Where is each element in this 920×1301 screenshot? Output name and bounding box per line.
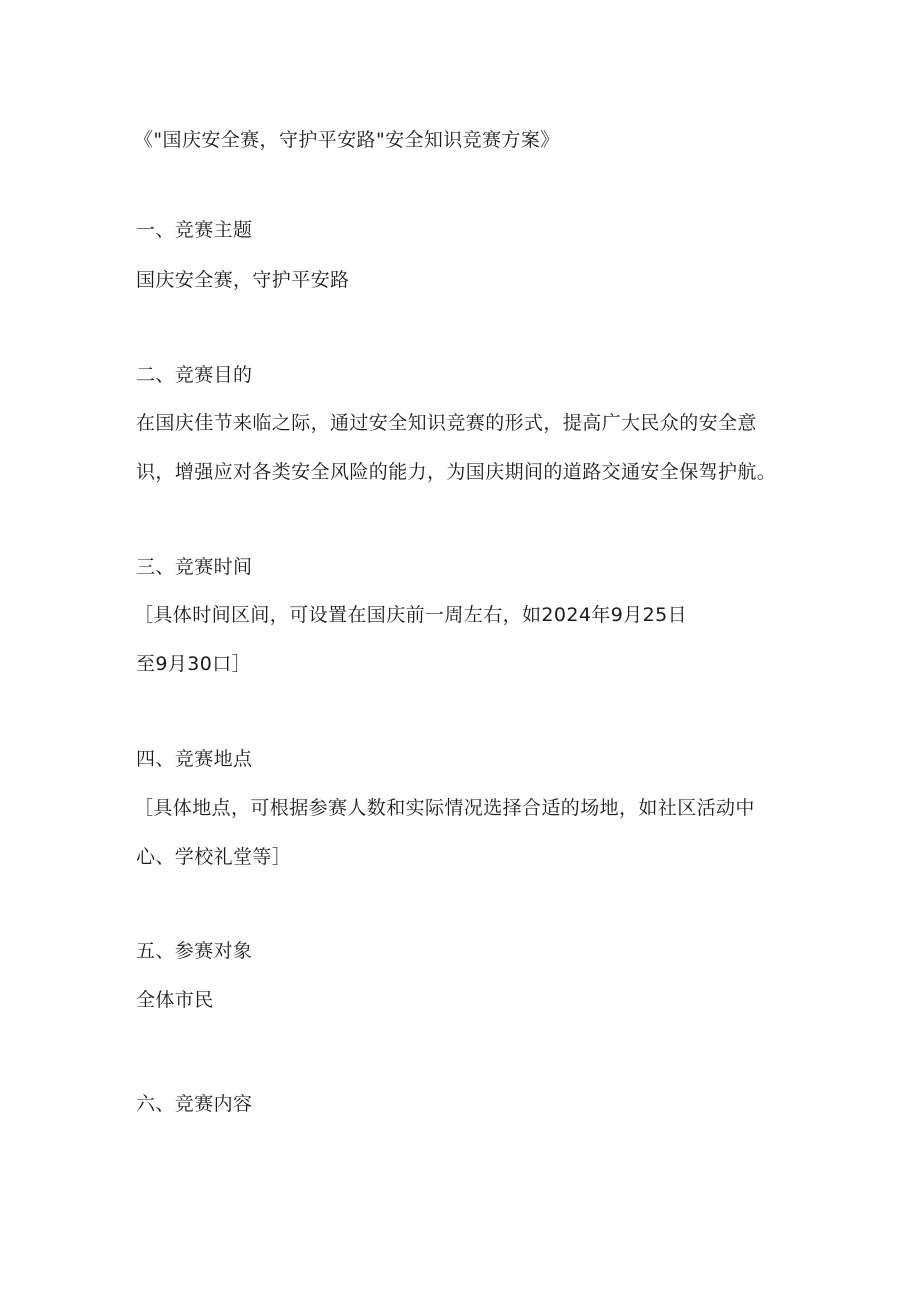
section-heading-time: 三、竞赛时间 (136, 556, 253, 578)
section-heading-location: 四、竞赛地点 (136, 748, 253, 770)
section-body-location-line-2: 心、学校礼堂等］ (136, 846, 292, 868)
section-heading-content: 六、竞赛内容 (136, 1093, 253, 1115)
section-body-theme: 国庆安全赛，守护平安路 (136, 269, 350, 291)
section-body-time-line-1: ［具体时间区间，可设置在国庆前一周左右，如2024年9月25日 (134, 604, 688, 626)
document-title: 《"国庆安全赛，守护平安路"安全知识竞赛方案》 (134, 129, 560, 151)
section-body-purpose-line-1: 在国庆佳节来临之际，通过安全知识竞赛的形式，提高广大民众的安全意 (136, 412, 757, 434)
section-heading-participants: 五、参赛对象 (136, 940, 253, 962)
section-body-participants: 全体市民 (136, 989, 214, 1011)
section-heading-theme: 一、竞赛主题 (136, 219, 253, 241)
section-body-location-line-1: ［具体地点，可根据参赛人数和实际情况选择合适的场地，如社区活动中 (134, 797, 755, 819)
section-heading-purpose: 二、竞赛目的 (136, 364, 253, 386)
section-body-time-line-2: 至9月30口］ (136, 653, 252, 675)
section-body-purpose-line-2: 识，增强应对各类安全风险的能力，为国庆期间的道路交通安全保驾护航。 (136, 461, 777, 483)
